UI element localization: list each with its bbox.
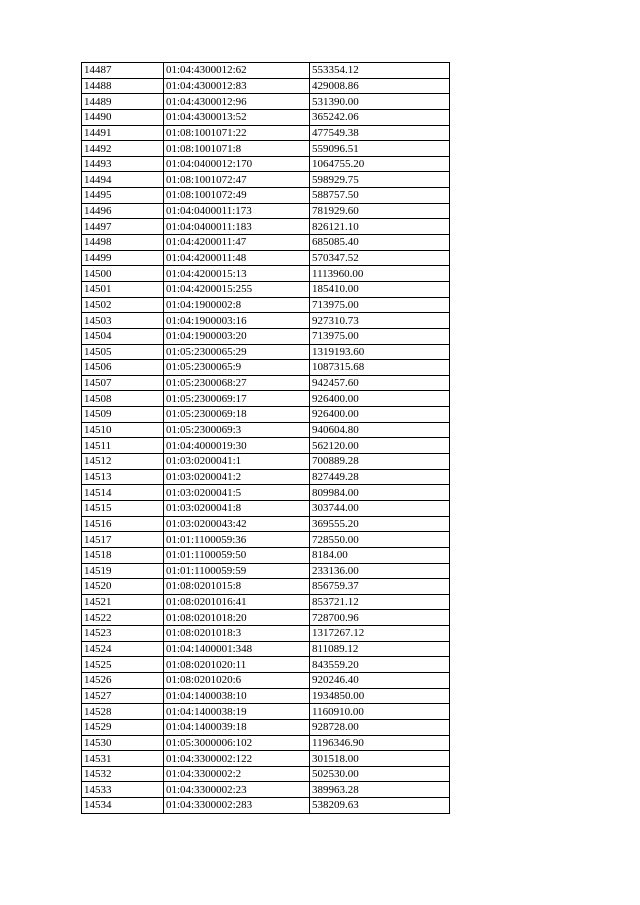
table-row [82, 297, 450, 313]
row-number-cell: 14528 [82, 704, 164, 720]
cadastral-number-cell: 01:08:0201015:8 [164, 579, 310, 595]
table-row [82, 657, 450, 673]
table-row [82, 266, 450, 282]
cadastral-number-cell: 01:04:3300002:2 [164, 766, 310, 782]
row-number-cell: 14529 [82, 719, 164, 735]
row-number-cell: 14494 [82, 172, 164, 188]
value-cell: 728700.96 [310, 610, 450, 626]
value-cell: 713975.00 [310, 328, 450, 344]
table-row [82, 485, 450, 501]
row-number-cell: 14506 [82, 360, 164, 376]
value-cell: 1113960.00 [310, 266, 450, 282]
row-number-cell: 14518 [82, 547, 164, 563]
value-cell: 531390.00 [310, 94, 450, 110]
cadastral-number-cell: 01:04:4200015:13 [164, 266, 310, 282]
value-cell: 1087315.68 [310, 360, 450, 376]
table-row [82, 391, 450, 407]
table-row [82, 782, 450, 798]
row-number-cell: 14517 [82, 532, 164, 548]
row-number-cell: 14488 [82, 78, 164, 94]
value-cell: 429008.86 [310, 78, 450, 94]
row-number-cell: 14504 [82, 328, 164, 344]
table-row [82, 735, 450, 751]
row-number-cell: 14508 [82, 391, 164, 407]
table-row [82, 610, 450, 626]
table-row [82, 156, 450, 172]
cadastral-number-cell: 01:04:1900003:20 [164, 328, 310, 344]
value-cell: 926400.00 [310, 407, 450, 423]
cadastral-number-cell: 01:04:1900003:16 [164, 313, 310, 329]
cadastral-number-cell: 01:04:1400039:18 [164, 719, 310, 735]
value-cell: 365242.06 [310, 109, 450, 125]
table-row [82, 547, 450, 563]
cadastral-number-cell: 01:04:3300002:283 [164, 798, 310, 814]
cadastral-number-cell: 01:08:1001072:47 [164, 172, 310, 188]
row-number-cell: 14502 [82, 297, 164, 313]
row-number-cell: 14533 [82, 782, 164, 798]
value-cell: 809984.00 [310, 485, 450, 501]
cadastral-number-cell: 01:04:1900002:8 [164, 297, 310, 313]
value-cell: 827449.28 [310, 469, 450, 485]
table-row [82, 328, 450, 344]
cadastral-number-cell: 01:08:0201018:20 [164, 610, 310, 626]
row-number-cell: 14530 [82, 735, 164, 751]
row-number-cell: 14522 [82, 610, 164, 626]
table-row [82, 63, 450, 79]
value-cell: 559096.51 [310, 141, 450, 157]
value-cell: 477549.38 [310, 125, 450, 141]
value-cell: 369555.20 [310, 516, 450, 532]
cadastral-number-cell: 01:08:0201020:6 [164, 672, 310, 688]
value-cell: 598929.75 [310, 172, 450, 188]
cadastral-number-cell: 01:04:1400038:10 [164, 688, 310, 704]
row-number-cell: 14490 [82, 109, 164, 125]
cadastral-number-cell: 01:04:3300002:23 [164, 782, 310, 798]
cadastral-number-cell: 01:05:2300065:29 [164, 344, 310, 360]
row-number-cell: 14520 [82, 579, 164, 595]
table-row [82, 94, 450, 110]
row-number-cell: 14507 [82, 375, 164, 391]
cadastral-number-cell: 01:05:3000006:102 [164, 735, 310, 751]
table-row [82, 219, 450, 235]
cadastral-number-cell: 01:01:1100059:36 [164, 532, 310, 548]
row-number-cell: 14525 [82, 657, 164, 673]
value-cell: 1196346.90 [310, 735, 450, 751]
value-cell: 700889.28 [310, 454, 450, 470]
cadastral-number-cell: 01:05:2300069:3 [164, 422, 310, 438]
value-cell: 713975.00 [310, 297, 450, 313]
value-cell: 781929.60 [310, 203, 450, 219]
row-number-cell: 14534 [82, 798, 164, 814]
table-row [82, 672, 450, 688]
cadastral-number-cell: 01:04:4300012:83 [164, 78, 310, 94]
cadastral-number-cell: 01:08:0201020:11 [164, 657, 310, 673]
table-row [82, 579, 450, 595]
value-cell: 853721.12 [310, 594, 450, 610]
row-number-cell: 14526 [82, 672, 164, 688]
cadastral-number-cell: 01:04:4300013:52 [164, 109, 310, 125]
table-row [82, 751, 450, 767]
table-row [82, 469, 450, 485]
row-number-cell: 14491 [82, 125, 164, 141]
table-row [82, 407, 450, 423]
value-cell: 927310.73 [310, 313, 450, 329]
row-number-cell: 14524 [82, 641, 164, 657]
row-number-cell: 14492 [82, 141, 164, 157]
cadastral-number-cell: 01:08:1001072:49 [164, 188, 310, 204]
cadastral-number-cell: 01:05:2300069:18 [164, 407, 310, 423]
value-cell: 942457.60 [310, 375, 450, 391]
cadastral-number-cell: 01:04:3300002:122 [164, 751, 310, 767]
cadastral-number-cell: 01:04:0400011:173 [164, 203, 310, 219]
value-cell: 728550.00 [310, 532, 450, 548]
cadastral-number-cell: 01:01:1100059:50 [164, 547, 310, 563]
row-number-cell: 14496 [82, 203, 164, 219]
row-number-cell: 14515 [82, 500, 164, 516]
value-cell: 301518.00 [310, 751, 450, 767]
cadastral-number-cell: 01:04:4300012:96 [164, 94, 310, 110]
table-row [82, 375, 450, 391]
table-row [82, 235, 450, 251]
value-cell: 588757.50 [310, 188, 450, 204]
cadastral-number-cell: 01:04:1400038:19 [164, 704, 310, 720]
table-row [82, 172, 450, 188]
cadastral-number-cell: 01:01:1100059:59 [164, 563, 310, 579]
table-row [82, 313, 450, 329]
row-number-cell: 14499 [82, 250, 164, 266]
value-cell: 928728.00 [310, 719, 450, 735]
table-row [82, 766, 450, 782]
row-number-cell: 14513 [82, 469, 164, 485]
cadastral-number-cell: 01:03:0200041:2 [164, 469, 310, 485]
row-number-cell: 14503 [82, 313, 164, 329]
value-cell: 685085.40 [310, 235, 450, 251]
value-cell: 562120.00 [310, 438, 450, 454]
table-row [82, 594, 450, 610]
cadastral-number-cell: 01:03:0200041:8 [164, 500, 310, 516]
row-number-cell: 14519 [82, 563, 164, 579]
table-row [82, 250, 450, 266]
value-cell: 1934850.00 [310, 688, 450, 704]
value-cell: 8184.00 [310, 547, 450, 563]
row-number-cell: 14532 [82, 766, 164, 782]
value-cell: 926400.00 [310, 391, 450, 407]
value-cell: 553354.12 [310, 63, 450, 79]
row-number-cell: 14509 [82, 407, 164, 423]
table-row [82, 798, 450, 814]
row-number-cell: 14531 [82, 751, 164, 767]
cadastral-number-cell: 01:04:4200015:255 [164, 281, 310, 297]
cadastral-number-cell: 01:03:0200041:1 [164, 454, 310, 470]
value-cell: 940604.80 [310, 422, 450, 438]
table-row [82, 626, 450, 642]
row-number-cell: 14511 [82, 438, 164, 454]
row-number-cell: 14501 [82, 281, 164, 297]
table-row [82, 454, 450, 470]
cadastral-number-cell: 01:08:1001071:8 [164, 141, 310, 157]
row-number-cell: 14527 [82, 688, 164, 704]
value-cell: 1160910.00 [310, 704, 450, 720]
table-row [82, 78, 450, 94]
table-row [82, 188, 450, 204]
cadastral-number-cell: 01:03:0200041:5 [164, 485, 310, 501]
table-row [82, 422, 450, 438]
cadastral-number-cell: 01:04:0400012:170 [164, 156, 310, 172]
cadastral-number-cell: 01:05:2300065:9 [164, 360, 310, 376]
table-row [82, 203, 450, 219]
cadastral-number-cell: 01:08:1001071:22 [164, 125, 310, 141]
cadastral-number-cell: 01:05:2300069:17 [164, 391, 310, 407]
value-cell: 233136.00 [310, 563, 450, 579]
value-cell: 570347.52 [310, 250, 450, 266]
row-number-cell: 14487 [82, 63, 164, 79]
table-row [82, 641, 450, 657]
cadastral-number-cell: 01:08:0201016:41 [164, 594, 310, 610]
value-cell: 856759.37 [310, 579, 450, 595]
cadastral-number-cell: 01:04:4300012:62 [164, 63, 310, 79]
table-body [82, 63, 450, 814]
value-cell: 1317267.12 [310, 626, 450, 642]
table-row [82, 704, 450, 720]
cadastral-number-cell: 01:04:4200011:47 [164, 235, 310, 251]
row-number-cell: 14505 [82, 344, 164, 360]
cadastral-number-cell: 01:04:1400001:348 [164, 641, 310, 657]
cadastral-number-cell: 01:03:0200043:42 [164, 516, 310, 532]
row-number-cell: 14489 [82, 94, 164, 110]
row-number-cell: 14512 [82, 454, 164, 470]
value-cell: 1319193.60 [310, 344, 450, 360]
value-cell: 502530.00 [310, 766, 450, 782]
value-cell: 538209.63 [310, 798, 450, 814]
cadastral-number-cell: 01:04:4200011:48 [164, 250, 310, 266]
cadastral-number-cell: 01:05:2300068:27 [164, 375, 310, 391]
row-number-cell: 14498 [82, 235, 164, 251]
row-number-cell: 14493 [82, 156, 164, 172]
value-cell: 826121.10 [310, 219, 450, 235]
table-row [82, 532, 450, 548]
table-row [82, 500, 450, 516]
value-cell: 185410.00 [310, 281, 450, 297]
data-table [81, 62, 450, 814]
row-number-cell: 14516 [82, 516, 164, 532]
cadastral-number-cell: 01:08:0201018:3 [164, 626, 310, 642]
row-number-cell: 14497 [82, 219, 164, 235]
value-cell: 811089.12 [310, 641, 450, 657]
row-number-cell: 14495 [82, 188, 164, 204]
value-cell: 920246.40 [310, 672, 450, 688]
table-row [82, 281, 450, 297]
table-row [82, 360, 450, 376]
table-row [82, 438, 450, 454]
table-row [82, 141, 450, 157]
row-number-cell: 14521 [82, 594, 164, 610]
table-row [82, 516, 450, 532]
table-row [82, 344, 450, 360]
cadastral-number-cell: 01:04:0400011:183 [164, 219, 310, 235]
value-cell: 1064755.20 [310, 156, 450, 172]
row-number-cell: 14514 [82, 485, 164, 501]
value-cell: 389963.28 [310, 782, 450, 798]
value-cell: 843559.20 [310, 657, 450, 673]
table-row [82, 563, 450, 579]
row-number-cell: 14523 [82, 626, 164, 642]
table-row [82, 719, 450, 735]
row-number-cell: 14510 [82, 422, 164, 438]
cadastral-number-cell: 01:04:4000019:30 [164, 438, 310, 454]
row-number-cell: 14500 [82, 266, 164, 282]
value-cell: 303744.00 [310, 500, 450, 516]
table-row [82, 125, 450, 141]
table-row [82, 688, 450, 704]
table-row [82, 109, 450, 125]
